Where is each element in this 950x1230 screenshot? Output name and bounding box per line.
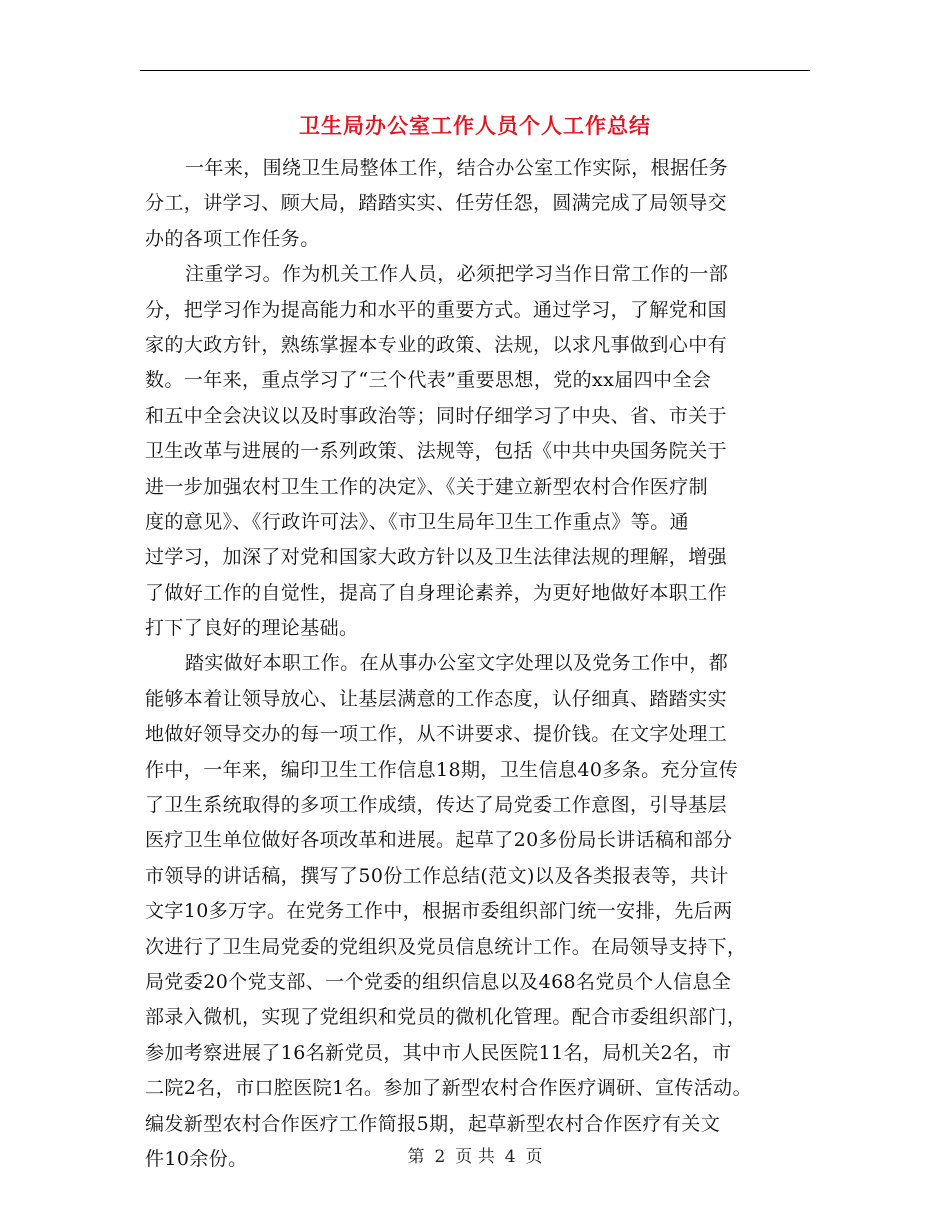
body-line: 度的意见》、《行政许可法》、《市卫生局年卫生工作重点》等。通 — [145, 510, 690, 533]
body-line: 过学习，加深了对党和国家大政方针以及卫生法律法规的理解，增强 — [145, 546, 728, 569]
body-line: 二院2名，市口腔医院1名。参加了新型农村合作医疗调研、宣传活动。 — [145, 1077, 752, 1100]
body-line: 参加考察进展了16名新党员，其中市人民医院11名，局机关2名，市 — [145, 1041, 732, 1064]
footer-page-total: 4 — [504, 1147, 516, 1167]
body-line: 进一步加强农村卫生工作的决定》、《关于建立新型农村合作医疗制 — [145, 475, 709, 498]
document-title: 卫生局办公室工作人员个人工作总结 — [299, 113, 651, 138]
body-line: 了卫生系统取得的多项工作成绩，传达了局党委工作意图，引导基层 — [145, 794, 728, 817]
footer-page-number: 2 — [434, 1147, 446, 1167]
body-line: 了做好工作的自觉性，提高了自身理论素养，为更好地做好本职工作 — [145, 581, 728, 604]
body-line: 分工，讲学习、顾大局，踏踏实实、任劳任怨，圆满完成了局领导交 — [145, 192, 728, 215]
body-line: 编发新型农村合作医疗工作简报5期，起草新型农村合作医疗有关文 — [145, 1112, 721, 1135]
body-line: 和五中全会决议以及时事政治等；同时仔细学习了中央、省、市关于 — [145, 404, 728, 427]
body-line: 局党委20个党支部、一个党委的组织信息以及468名党员个人信息全 — [145, 970, 732, 993]
body-line: 市领导的讲话稿，撰写了50份工作总结(范文)以及各类报表等，共计 — [145, 864, 729, 887]
body-line: 医疗卫生单位做好各项改革和进展。起草了20多份局长讲话稿和部分 — [145, 829, 733, 852]
body-line: 家的大政方针，熟练掌握本专业的政策、法规，以求凡事做到心中有 — [145, 333, 728, 356]
body-line: 分，把学习作为提高能力和水平的重要方式。通过学习，了解党和国 — [145, 298, 728, 321]
body-line: 注重学习。作为机关工作人员，必须把学习当作日常工作的一部 — [185, 263, 729, 286]
body-line: 一年来，围绕卫生局整体工作，结合办公室工作实际，根据任务 — [185, 157, 729, 179]
body-line: 次进行了卫生局党委的党组织及党员信息统计工作。在局领导支持下， — [145, 935, 747, 958]
body-line: 作中，一年来，编印卫生工作信息18期，卫生信息40多条。充分宣传 — [145, 758, 739, 781]
body-line: 踏实做好本职工作。在从事办公室文字处理以及党务工作中，都 — [185, 652, 729, 675]
body-line: 文字10多万字。在党务工作中，根据市委组织部门统一安排，先后两 — [145, 900, 733, 923]
body-line: 数。一年来，重点学习了“三个代表”重要思想，党的xx届四中全会 — [145, 369, 712, 392]
body-line: 卫生改革与进展的一系列政策、法规等，包括《中共中央国务院关于 — [145, 440, 728, 463]
footer-suffix: 页 — [525, 1147, 543, 1167]
body-line: 能够本着让领导放心、让基层满意的工作态度，认仔细真、踏踏实实 — [145, 687, 728, 710]
body-line: 地做好领导交办的每一项工作，从不讲要求、提价钱。在文字处理工 — [145, 723, 728, 746]
body-line: 打下了良好的理论基础。 — [145, 617, 359, 640]
body-line: 件10余份。 — [145, 1147, 248, 1170]
body-line: 部录入微机，实现了党组织和党员的微机化管理。配合市委组织部门， — [145, 1006, 747, 1029]
footer-prefix: 第 — [407, 1147, 425, 1167]
document-body — [145, 151, 825, 1177]
header-rule — [140, 70, 810, 71]
footer-middle: 页 共 — [455, 1147, 495, 1167]
body-line: 办的各项工作任务。 — [145, 227, 320, 250]
page-footer — [0, 1142, 950, 1172]
